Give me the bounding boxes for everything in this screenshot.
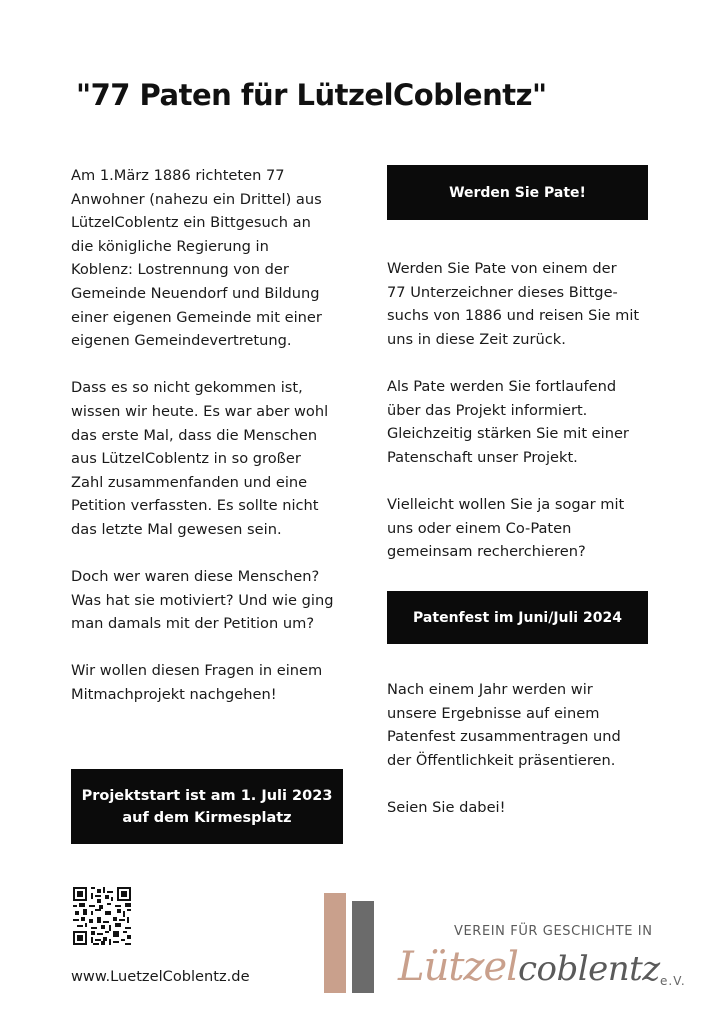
page-title: "77 Paten für LützelCoblentz" <box>76 78 547 112</box>
website-url[interactable]: www.LuetzelCoblentz.de <box>71 968 250 985</box>
join-paragraph: Seien Sie dabei! <box>387 798 506 816</box>
project-paragraph: Wir wollen diesen Fragen in einem Mitmachprojekt nachgehen! <box>71 662 323 704</box>
right-column <box>387 257 652 587</box>
sponsor-festival-banner: Patenfest im Juni/Juli 2024 <box>387 591 648 644</box>
logo-name-part1: Lützel <box>398 944 518 990</box>
questions-paragraph: Doch wer waren diese Menschen? Was hat sie motiviert? Und wie ging man damals mit der Petition um? <box>71 568 334 633</box>
sponsor-paragraph: Werden Sie Pate von einem der 77 Unterzeichner dieses Bittge- suchs von 1886 und reisen Sie mit uns in diese Zeit zurück. <box>387 260 640 348</box>
history-paragraph: Dass es so nicht gekommen ist, wissen wir heute. Es war aber wohl das erste Mal, dass die Menschen aus LützelCoblentz in so großer Zahl zusammenfanden und eine Petition verfassten. Es sollte nicht das letzte Mal gewesen sein. <box>71 379 329 538</box>
research-paragraph: Vielleicht wollen Sie ja sogar mit uns oder einem Co-Paten gemeinsam recherchieren? <box>387 495 625 561</box>
left-column <box>71 164 361 730</box>
logo-bars-icon <box>322 893 382 993</box>
festival-text <box>387 678 652 843</box>
intro-paragraph: Am 1.März 1886 richteten 77 Anwohner (nahezu ein Drittel) aus LützelCoblentz ein Bittgesuch an die königliche Regierung in Koblenz: Lostrennung von der Gemeinde Neuendorf und Bildung einer eigenen Gemeinde mit einer eigenen Gemeindevertretung. <box>71 167 322 350</box>
info-paragraph: Als Pate werden Sie fortlaufend über das Projekt informiert. Gleichzeitig stärken Sie mit einer Patenschaft unser Projekt. <box>387 377 629 466</box>
festival-paragraph: Nach einem Jahr werden wir unsere Ergebnisse auf einem Patenfest zusammentragen und der Öffentlichkeit präsentieren. <box>387 681 621 769</box>
logo-wordmark <box>398 944 660 990</box>
become-sponsor-banner: Werden Sie Pate! <box>387 165 648 220</box>
qr-code-icon[interactable] <box>73 887 131 945</box>
logo-suffix: e.V. <box>660 974 686 988</box>
logo-name-part2: coblentz <box>517 949 660 989</box>
project-start-banner: Projektstart ist am 1. Juli 2023 auf dem Kirmesplatz <box>71 769 343 844</box>
logo-tagline: VEREIN FÜR GESCHICHTE IN <box>454 924 653 939</box>
